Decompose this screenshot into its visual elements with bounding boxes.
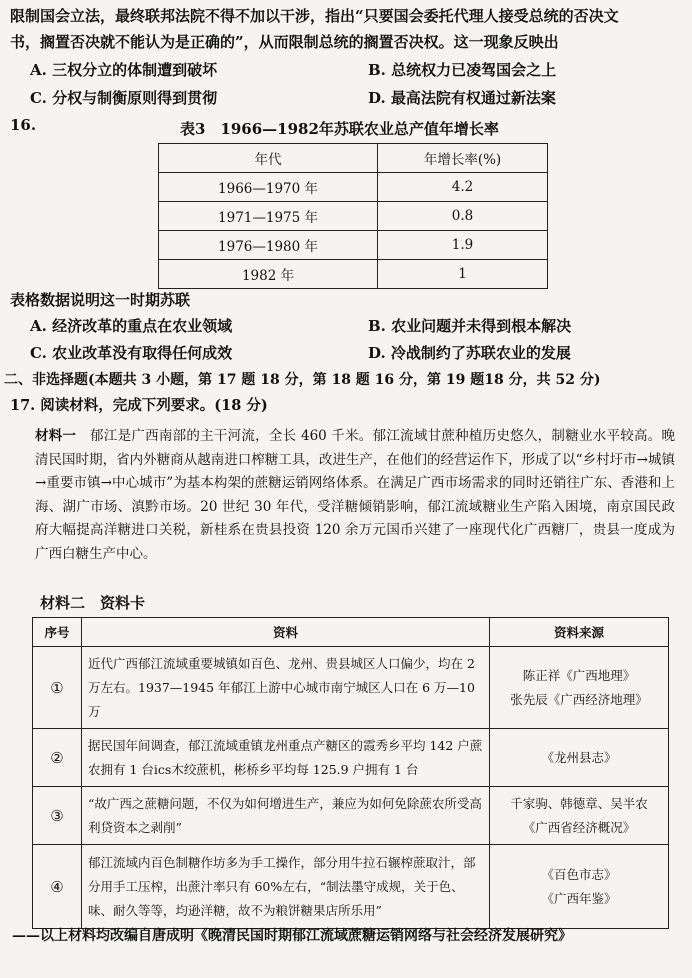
source-line: 张先辰《广西经济地理》 [510, 691, 648, 707]
rate-cell: 0.8 [378, 202, 548, 231]
table-row [33, 787, 669, 845]
question-number-16: 16. [10, 116, 37, 134]
table-header-row [159, 144, 548, 173]
source-line: 千家驹、韩德章、吴半农 [510, 795, 648, 811]
q16-option-b[interactable]: B. 农业问题并未得到根本解决 [368, 317, 572, 335]
row-content: 据民国年间调查，郁江流域重镇龙州重点产糖区的霞秀乡平均 142 户蔗农拥有 1 台ics木绞蔗机，彬桥乡平均每 125.9 户拥有 1 台 [82, 729, 490, 787]
material-1 [35, 424, 675, 566]
rate-cell: 1 [378, 260, 548, 289]
table-row [159, 173, 548, 202]
material-1-label: 材料一 [35, 428, 77, 443]
material-2-label: 材料二 资料卡 [40, 594, 146, 612]
q16-stem: 表格数据说明这一时期苏联 [10, 291, 191, 309]
period-cell: 1982 年 [159, 260, 378, 289]
stem-line-2: 书，搁置否决就不能认为是正确的”，从而限制总统的搁置否决权。这一现象反映出 [10, 33, 559, 51]
column-header-content: 资料 [82, 618, 490, 647]
row-source [490, 647, 669, 729]
material-1-text: 郁江是广西南部的主干河流，全长 460 千米。郁江流域甘蔗种植历史悠久，制糖业水平较高。晚清民国时期，省内外糖商从越南进口榨糖工具，改进生产，在他们的经营运作下，形成了以“乡村圩市→城镇→重要市镇→中心城市”为基本构架的蔗糖运销网络体系。在满足广西市场需求的同时还销往广东、香港和上海、湖广市场、滇黔市场。20 世纪 30 年代，受洋糖倾销影响，郁江流域糖业生产陷入困境，南京国民政府大幅提高洋糖进口关税，新桂系在贵县投资 120 余万元国币兴建了一座现代化广西糖厂，贵县一度成为广西白糖生产中心。 [35, 428, 676, 562]
row-content: “故广西之蔗糖问题，不仅为如何增进生产，兼应为如何免除蔗农所受高利贷资本之剥削” [82, 787, 490, 845]
table-row [159, 260, 548, 289]
table-row [33, 845, 669, 929]
growth-rate-table [158, 143, 548, 289]
stem-line-1: 限制国会立法，最终联邦法院不得不加以干涉，指出“只要国会委托代理人接受总统的否决文 [10, 7, 619, 25]
source-line: 《广西年鉴》 [541, 890, 617, 906]
source-line: 《广西省经济概况》 [522, 819, 636, 835]
column-header-source: 资料来源 [490, 618, 669, 647]
column-header-rate: 年增长率(%) [378, 144, 548, 173]
source-line: 《百色市志》 [541, 866, 617, 882]
question-17-header: 17. 阅读材料，完成下列要求。(18 分) [10, 397, 268, 414]
table-row [159, 231, 548, 260]
row-source [490, 787, 669, 845]
q16-option-d[interactable]: D. 冷战制约了苏联农业的发展 [368, 344, 571, 362]
table-row [33, 647, 669, 729]
row-number: ② [33, 729, 82, 787]
table-header-row [33, 618, 669, 647]
period-cell: 1971—1975 年 [159, 202, 378, 231]
q16-option-c[interactable]: C. 农业改革没有取得任何成效 [30, 344, 233, 362]
q15-option-d[interactable]: D. 最高法院有权通过新法案 [368, 89, 556, 107]
q15-option-a[interactable]: A. 三权分立的体制遭到破坏 [30, 61, 218, 79]
q15-option-b[interactable]: B. 总统权力已凌驾国会之上 [368, 61, 557, 79]
section-2-heading: 二、非选择题(本题共 3 小题，第 17 题 18 分，第 18 题 16 分，第 19 题18 分，共 52 分) [4, 372, 601, 388]
table-3-title: 表3 1966—1982年苏联农业总产值年增长率 [180, 120, 499, 138]
row-number: ③ [33, 787, 82, 845]
column-header-no: 序号 [33, 618, 82, 647]
rate-cell: 4.2 [378, 173, 548, 202]
source-line: 陈正祥《广西地理》 [522, 667, 636, 683]
table-row [159, 202, 548, 231]
source-line: 《龙州县志》 [541, 749, 617, 765]
table-row [33, 729, 669, 787]
row-content: 近代广西郁江流域重要城镇如百色、龙州、贵县城区人口偏少，均在 2 万左右。1937—1945 年郁江上游中心城市南宁城区人口在 6 万—10 万 [82, 647, 490, 729]
rate-cell: 1.9 [378, 231, 548, 260]
row-source [490, 729, 669, 787]
row-source [490, 845, 669, 929]
period-cell: 1976—1980 年 [159, 231, 378, 260]
row-number: ④ [33, 845, 82, 929]
period-cell: 1966—1970 年 [159, 173, 378, 202]
q16-option-a[interactable]: A. 经济改革的重点在农业领域 [30, 317, 233, 335]
material-source-note: ——以上材料均改编自唐成明《晚清民国时期郁江流域蔗糖运销网络与社会经济发展研究》 [12, 928, 572, 944]
q15-option-c[interactable]: C. 分权与制衡原则得到贯彻 [30, 89, 218, 107]
row-number: ① [33, 647, 82, 729]
resource-card-table [32, 617, 669, 929]
row-content: 郁江流域内百色制糖作坊多为手工操作，部分用牛拉石辗榨蔗取汁，部分用手工压榨，出蔗汁率只有 60%左右，“制法墨守成规，关于色、味、耐久等等，均逊洋糖，故不为粮饼糖果店所乐用” [82, 845, 490, 929]
column-header-period: 年代 [159, 144, 378, 173]
